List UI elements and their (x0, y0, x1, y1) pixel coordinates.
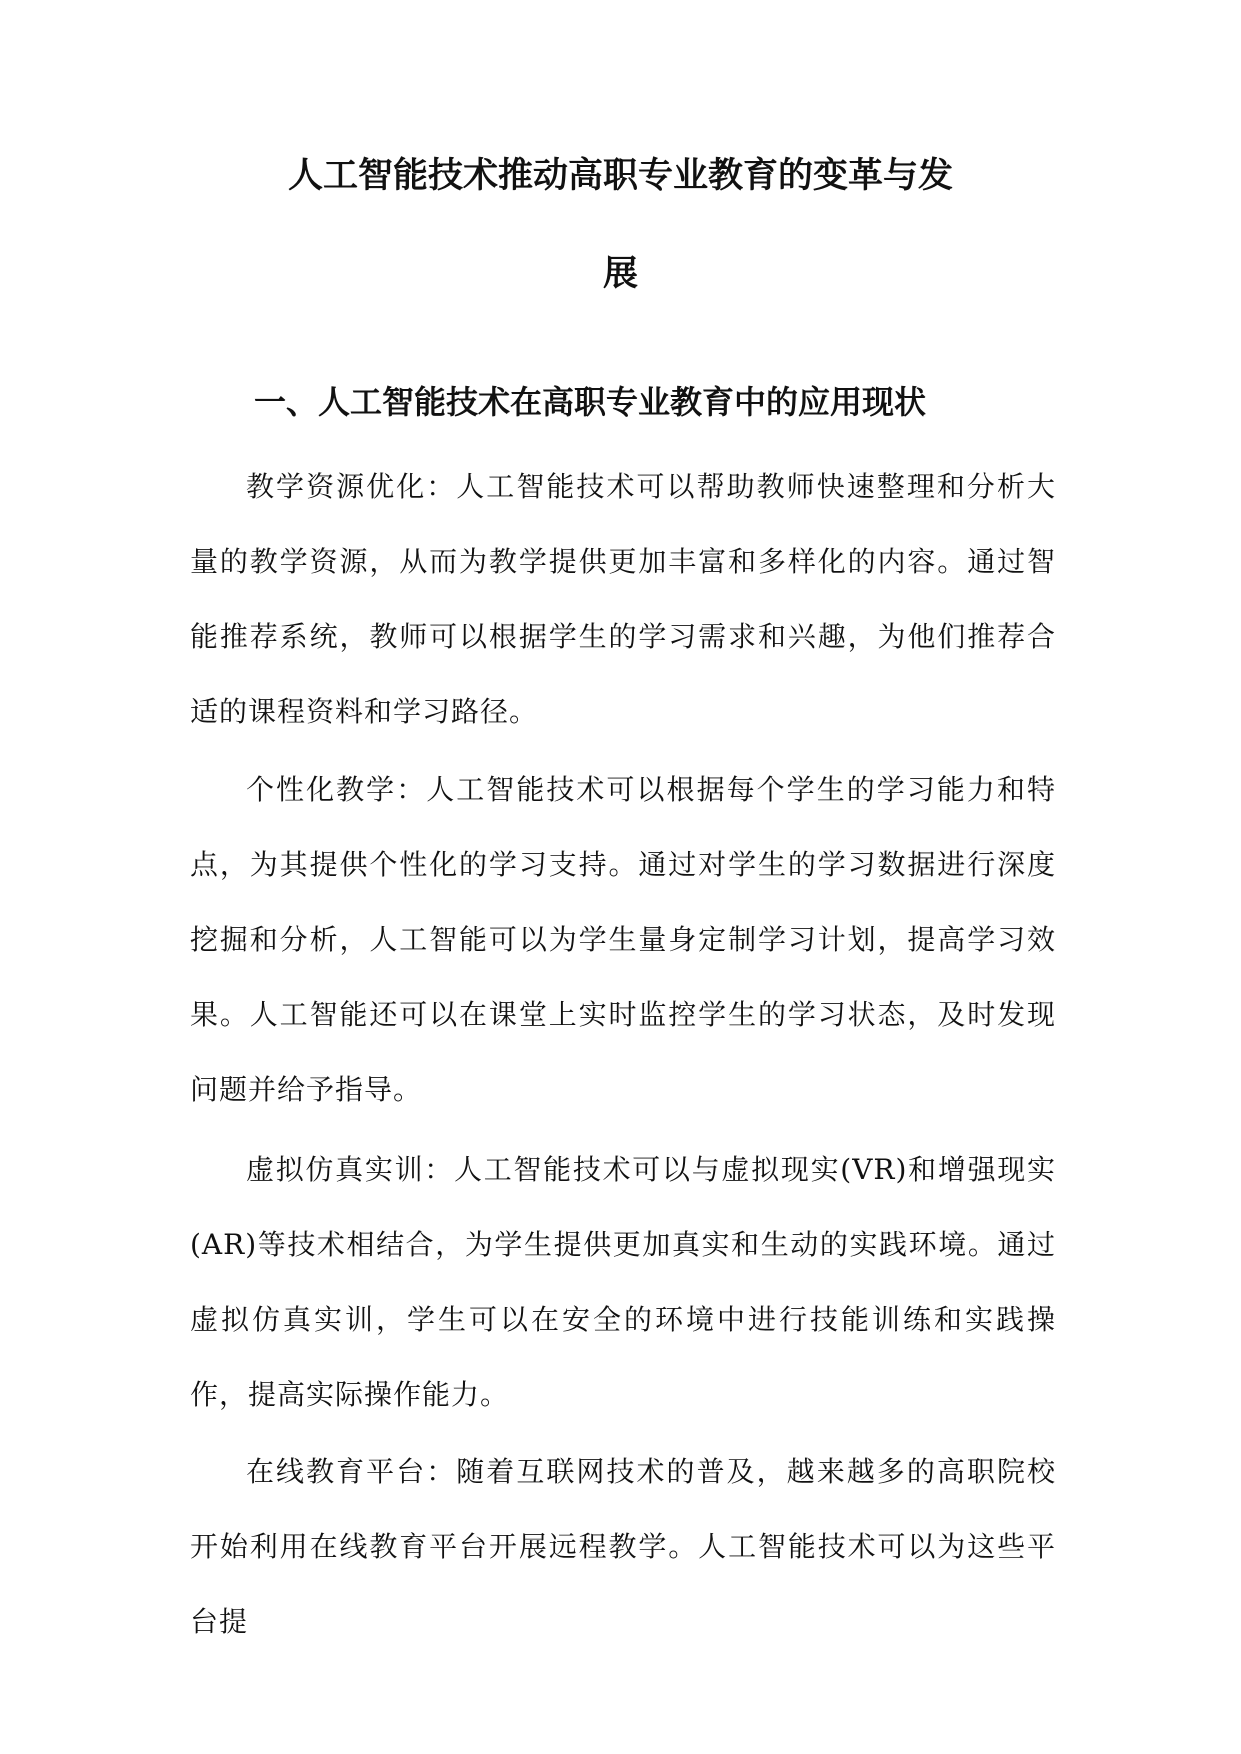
paragraph-virtual-simulation: 虚拟仿真实训：人工智能技术可以与虚拟现实(VR)和增强现实(AR)等技术相结合，为学生提供更加真实和生动的实践环境。通过虚拟仿真实训，学生可以在安全的环境中进行技能训练和实践操作，提高实际操作能力。 (190, 1153, 1056, 1411)
section-heading: 一、人工智能技术在高职专业教育中的应用现状 (254, 383, 927, 421)
document-title-line-1: 人工智能技术推动高职专业教育的变革与发 (287, 156, 953, 196)
paragraph-online-platform: 在线教育平台：随着互联网技术的普及，越来越多的高职院校开始利用在线教育平台开展远程教学。人工智能技术可以为这些平台提 (190, 1455, 1056, 1638)
document-title-line-2: 展 (602, 254, 638, 294)
paragraph-teaching-resources: 教学资源优化：人工智能技术可以帮助教师快速整理和分析大量的教学资源，从而为教学提供更加丰富和多样化的内容。通过智能推荐系统，教师可以根据学生的学习需求和兴趣，为他们推荐合适的课程资料和学习路径。 (190, 470, 1056, 728)
paragraph-personalized-teaching: 个性化教学：人工智能技术可以根据每个学生的学习能力和特点，为其提供个性化的学习支持。通过对学生的学习数据进行深度挖掘和分析，人工智能可以为学生量身定制学习计划，提高学习效果。人工智能还可以在课堂上实时监控学生的学习状态，及时发现问题并给予指导。 (190, 773, 1056, 1106)
